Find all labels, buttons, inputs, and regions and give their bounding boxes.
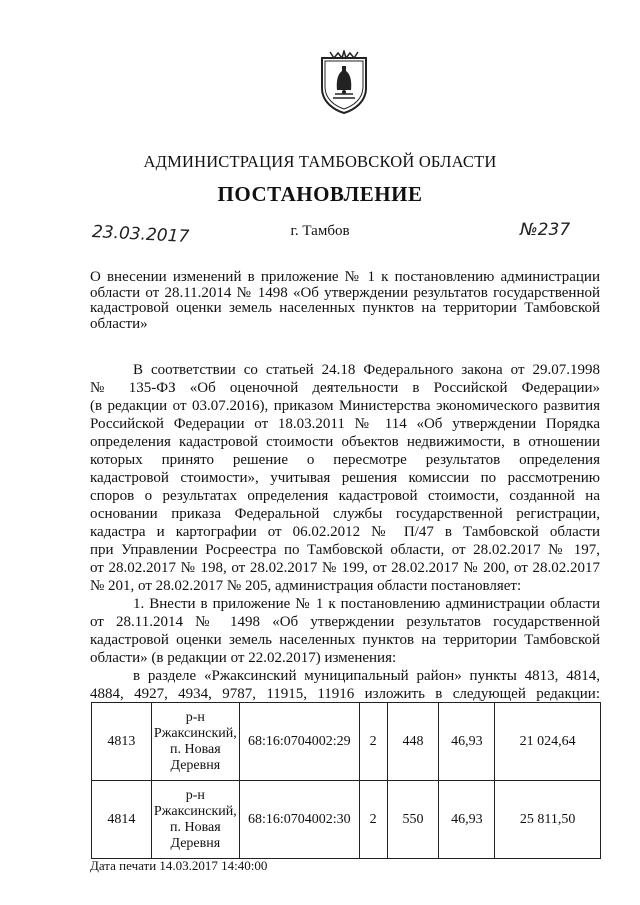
document-number: №237 — [520, 220, 571, 240]
location-line: Деревня — [170, 757, 221, 773]
document-date: 23.03.2017 — [91, 222, 190, 248]
row-area: 448 — [387, 703, 439, 781]
body-line: кадастра и картографии от 06.02.2012 № П/47 в Тамбовской области — [90, 524, 600, 540]
body-line: при Управлении Росреестра по Тамбовской области, от 28.02.2017 № 197, — [90, 542, 600, 558]
row-cadastral-number: 68:16:0704002:29 — [239, 703, 359, 781]
location-line: р-н — [185, 709, 205, 725]
agency-name: АДМИНИСТРАЦИЯ ТАМБОВСКОЙ ОБЛАСТИ — [143, 152, 497, 171]
row-value: 25 811,50 — [495, 781, 601, 859]
body-line: кадастровой стоимости», учитывая решения комиссии по рассмотрению — [90, 470, 600, 486]
row-group: 2 — [359, 703, 387, 781]
row-location — [151, 703, 239, 781]
table-row — [92, 703, 601, 781]
document-subject: О внесении изменений в приложение № 1 к постановлению администрации области от 28.11.2014 № 1498 «Об утверждении результатов государственной кадастровой оценки земель населенных пунктов на территории Тамбовской области» — [90, 269, 600, 332]
location-line: Ржаксинский, — [153, 803, 237, 819]
row-rate: 46,93 — [439, 703, 495, 781]
table-row — [92, 781, 601, 859]
body-line: Российской Федерации от 18.03.2011 № 114 «Об утверждении Порядка — [90, 416, 600, 432]
row-location — [151, 781, 239, 859]
body-line: от 28.02.2017 № 198, от 28.02.2017 № 199, от 28.02.2017 № 200, от 28.02.2017 — [90, 560, 600, 576]
location-line: Деревня — [170, 835, 221, 851]
body-line: которых принято решение о пересмотре результатов определения — [90, 452, 600, 468]
body-line: 4884, 4927, 4934, 9787, 11915, 11916 изложить в следующей редакции: — [90, 686, 600, 702]
body-line: основании приказа Федеральной службы государственной регистрации, — [90, 506, 600, 522]
coat-of-arms-emblem — [318, 50, 370, 114]
body-line: В соответствии со статьей 24.18 Федерального закона от 29.07.1998 — [133, 362, 600, 378]
body-line: определения кадастровой стоимости объектов недвижимости, в отношении — [90, 434, 600, 450]
row-cadastral-number: 68:16:0704002:30 — [239, 781, 359, 859]
location-line: Ржаксинский, — [153, 725, 237, 741]
row-rate: 46,93 — [439, 781, 495, 859]
row-group: 2 — [359, 781, 387, 859]
body-line: области» (в редакции от 22.02.2017) изменения: — [90, 650, 397, 666]
location-line: р-н — [185, 787, 205, 803]
body-line: 1. Внести в приложение № 1 к постановлению администрации области — [133, 596, 600, 612]
row-value: 21 024,64 — [495, 703, 601, 781]
location-line: п. Новая — [169, 819, 221, 835]
body-line: (в редакции от 03.07.2016), приказом Министерства экономического развития — [90, 398, 600, 414]
row-number: 4814 — [92, 781, 152, 859]
body-line: в разделе «Ржаксинский муниципальный район» пункты 4813, 4814, — [133, 668, 600, 684]
body-line: № 201, от 28.02.2017 № 205, администрация области постановляет: — [90, 578, 522, 594]
body-line: кадастровой оценки земель населенных пунктов на территории Тамбовской — [90, 632, 600, 648]
cadastral-table — [91, 702, 601, 859]
body-line: от 28.11.2014 № 1498 «Об утверждении результатов государственной — [90, 614, 600, 630]
print-date: Дата печати 14.03.2017 14:40:00 — [90, 858, 268, 873]
document-city: г. Тамбов — [290, 223, 350, 239]
row-area: 550 — [387, 781, 439, 859]
row-number: 4813 — [92, 703, 152, 781]
location-line: п. Новая — [169, 741, 221, 757]
body-line: № 135-ФЗ «Об оценочной деятельности в Российской Федерации» — [90, 380, 600, 396]
document-type: ПОСТАНОВЛЕНИЕ — [217, 182, 423, 206]
body-line: споров о результатах определения кадастровой стоимости, созданной на — [90, 488, 600, 504]
